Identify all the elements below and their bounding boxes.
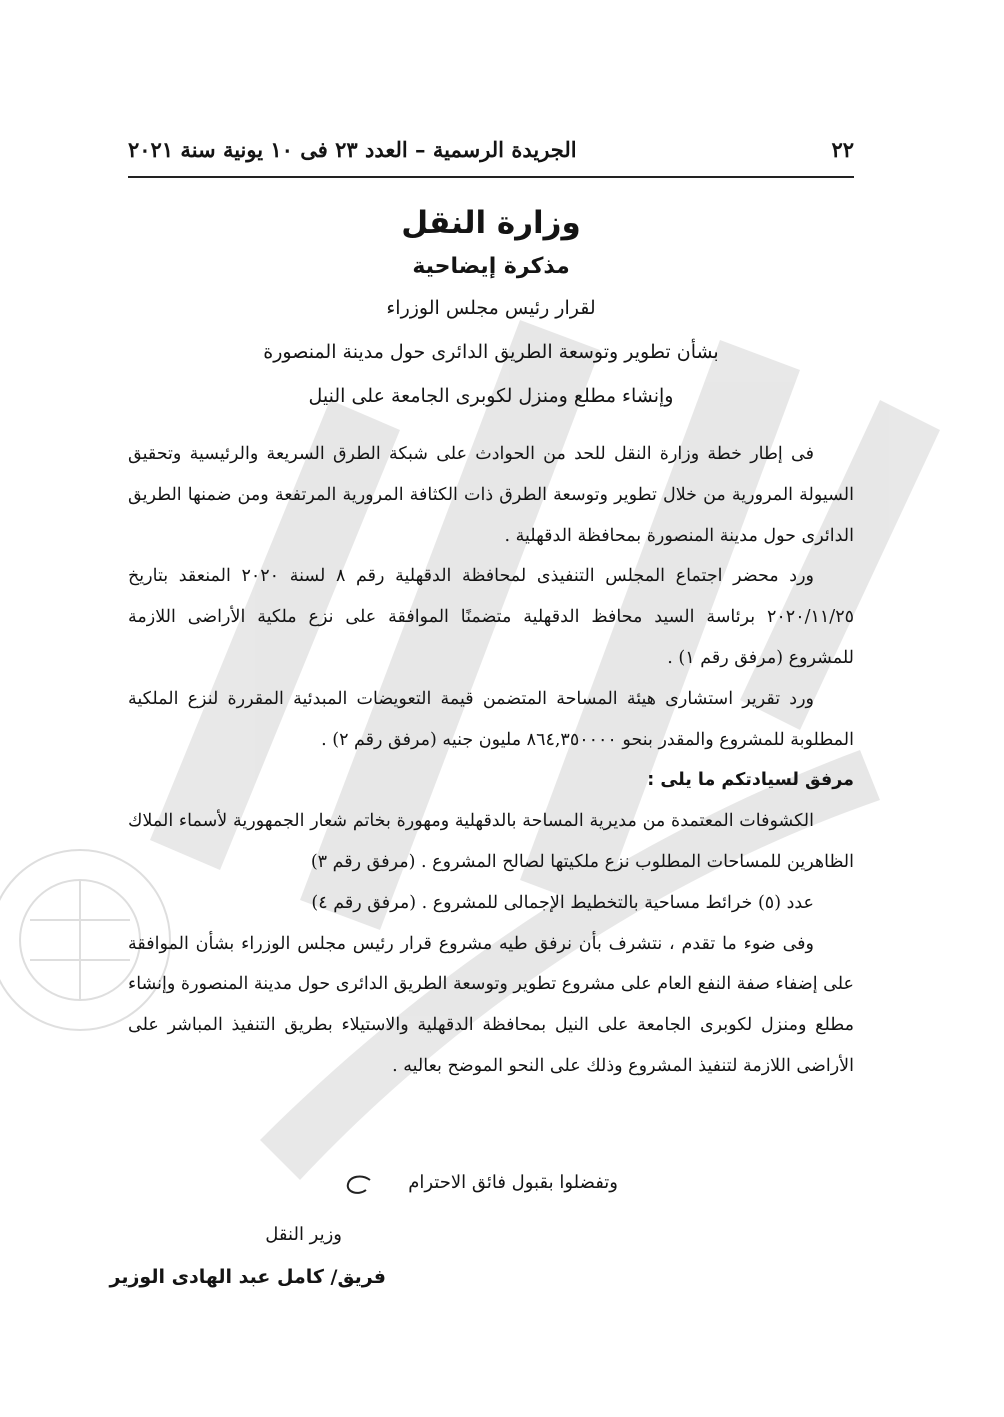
signatory-name: فريق/ كامل عبد الهادى الوزير bbox=[109, 1266, 386, 1288]
title-block bbox=[128, 198, 854, 418]
closing-respect: وتفضلوا بقبول فائق الاحترام bbox=[408, 1172, 618, 1193]
header-divider bbox=[128, 176, 854, 178]
publication-info: الجريدة الرسمية – العدد ٢٣ فى ١٠ يونية سنة ٢٠٢١ bbox=[128, 136, 577, 162]
page-number: ٢٢ bbox=[831, 136, 854, 162]
paragraph-request: وفى ضوء ما تقدم ، نتشرف بأن نرفق طيه مشروع قرار رئيس مجلس الوزراء بشأن الموافقة على إضفاء صفة النفع العام على مشروع تطوير وتوسعة الطريق الدائرى حول مدينة المنصورة وإنشاء مطلع ومنزل لكوبرى الجامعة على النيل بمحافظة الدقهلية والاستيلاء بطريق التنفيذ المباشر على الأراضى اللازمة لتنفيذ المشروع وذلك على النحو الموضح بعاليه . bbox=[128, 933, 854, 1076]
decree-line-2: بشأن تطوير وتوسعة الطريق الدائرى حول مدينة المنصورة bbox=[263, 341, 719, 363]
paragraph-context: فى إطار خطة وزارة النقل للحد من الحوادث على شبكة الطرق السريعة والرئيسية وتحقيق السيولة المرورية من خلال تطوير وتوسعة الطرق ذات الكثافة المرورية المرتفعة ومن ضمنها الطريق الدائرى حول مدينة المنصورة بمحافظة الدقهلية . bbox=[128, 444, 854, 546]
decree-line-3: وإنشاء مطلع ومنزل لكوبرى الجامعة على النيل bbox=[308, 385, 674, 407]
signatory-role: وزير النقل bbox=[265, 1224, 342, 1245]
initials-signature-icon bbox=[340, 1172, 374, 1200]
paragraph-council-minutes: ورد محضر اجتماع المجلس التنفيذى لمحافظة الدقهلية رقم ٨ لسنة ٢٠٢٠ المنعقد بتاريخ ٢٠٢٠/١١/٢٥ برئاسة السيد محافظ الدقهلية متضمنًا الموافقة على نزع ملكية الأراضى اللازمة للمشروع (مرفق رقم ١) . bbox=[128, 566, 854, 668]
paragraph-survey-report: ورد تقرير استشارى هيئة المساحة المتضمن قيمة التعويضات المبدئية المقررة لنزع الملكية المطلوبة للمشروع والمقدر بنحو ٨٦٤,٣٥٠٠٠٠ مليون جنيه (مرفق رقم ٢) . bbox=[128, 688, 854, 750]
paragraph-attachment-3: الكشوفات المعتمدة من مديرية المساحة بالدقهلية ومهورة بخاتم شعار الجمهورية لأسماء الملاك الظاهرين للمساحات المطلوب نزع ملكيتها لصالح المشروع . (مرفق رقم ٣) bbox=[128, 811, 854, 872]
document-type: مذكرة إيضاحية bbox=[412, 254, 570, 279]
paragraph-attachment-4: عدد (٥) خرائط مساحية بالتخطيط الإجمالى للمشروع . (مرفق رقم ٤) bbox=[311, 892, 814, 913]
attachments-heading: مرفق لسيادتكم ما يلى : bbox=[647, 770, 854, 791]
memo-body bbox=[128, 434, 854, 1087]
page-header bbox=[128, 124, 854, 174]
decree-line-1: لقرار رئيس مجلس الوزراء bbox=[386, 297, 596, 319]
ministry-title: وزارة النقل bbox=[401, 205, 581, 241]
